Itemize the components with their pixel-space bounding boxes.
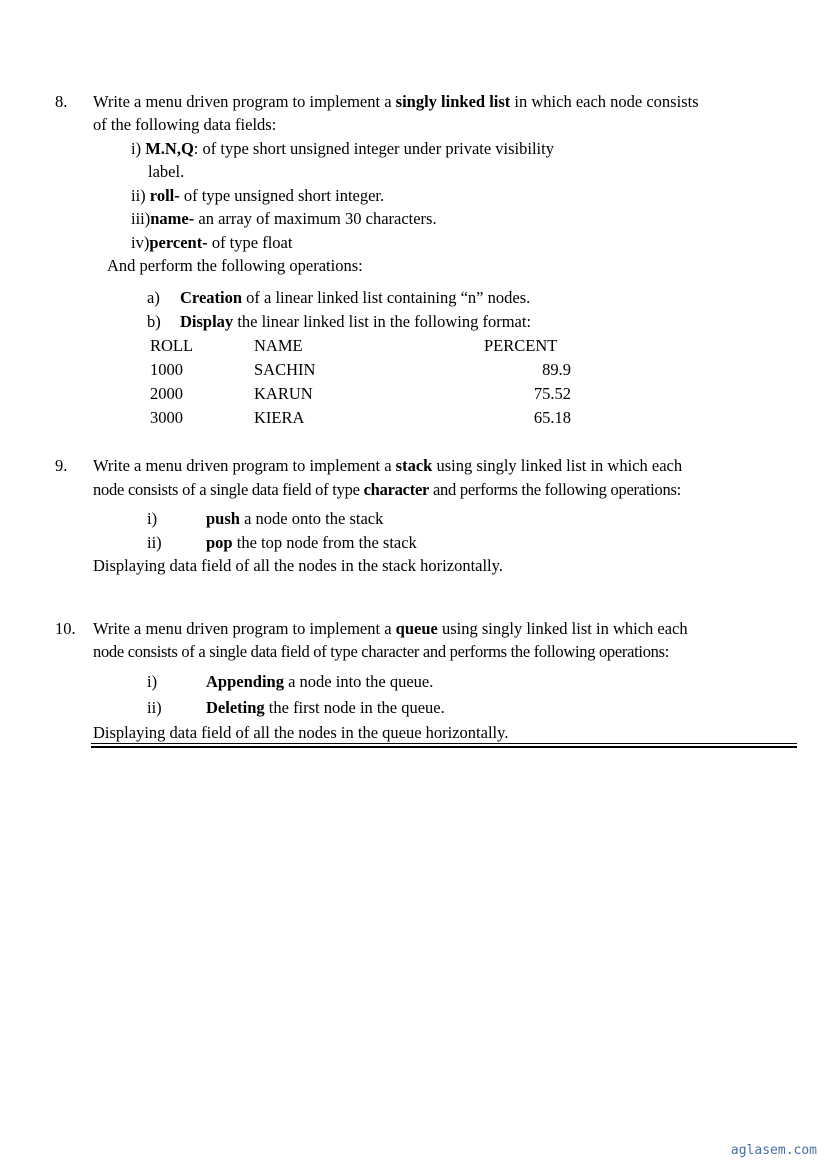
operation-item <box>206 531 417 554</box>
bold-term: Appending <box>206 672 284 691</box>
text: in which each node consists <box>510 92 699 111</box>
field-item <box>131 184 384 207</box>
table-cell: SACHIN <box>254 360 316 379</box>
question-number: 8. <box>55 92 68 111</box>
question-number: 9. <box>55 456 68 475</box>
bold-term: pop <box>206 533 233 552</box>
list-marker: i) <box>147 672 158 691</box>
closing-line: Displaying data field of all the nodes in the queue horizontally. <box>93 723 509 742</box>
question-line: node consists of a single data field of type character and performs the following operations: <box>93 642 669 661</box>
bold-term: Creation <box>180 288 243 307</box>
bold-term: character <box>363 480 430 499</box>
operation-item <box>180 310 531 333</box>
bold-term: Display <box>180 312 234 331</box>
operation-item <box>206 696 445 719</box>
text: the first node in the queue. <box>264 698 445 717</box>
bold-term: name- <box>150 209 195 228</box>
end-rule <box>91 746 797 748</box>
table-cell: 89.9 <box>542 360 571 379</box>
table-cell: KARUN <box>254 384 313 403</box>
question-line <box>93 454 682 477</box>
list-marker: i) <box>131 139 142 158</box>
bold-term: push <box>206 509 240 528</box>
question-line <box>93 90 699 113</box>
list-marker: ii) <box>131 186 146 205</box>
perform-line: And perform the following operations: <box>107 256 363 275</box>
bold-term: roll- <box>149 186 180 205</box>
text: the top node from the stack <box>232 533 417 552</box>
text: Write a menu driven program to implement a <box>93 619 396 638</box>
table-cell: 1000 <box>150 360 183 379</box>
bold-term: queue <box>395 619 438 638</box>
question-line <box>93 617 688 640</box>
list-marker: ii) <box>147 698 162 717</box>
list-marker: i) <box>147 509 158 528</box>
text: an array of maximum 30 characters. <box>194 209 437 228</box>
question-line <box>93 478 681 501</box>
list-marker: iv) <box>131 233 150 252</box>
table-cell: 75.52 <box>533 384 571 403</box>
table-header: PERCENT <box>484 336 558 355</box>
table-cell: KIERA <box>254 408 305 427</box>
text: Write a menu driven program to implement a <box>93 92 396 111</box>
table-cell: 65.18 <box>533 408 571 427</box>
bold-term: stack <box>395 456 433 475</box>
question-line: of the following data fields: <box>93 115 277 134</box>
end-rule <box>91 743 797 744</box>
list-marker: ii) <box>147 533 162 552</box>
text: : of type short unsigned integer under private visibility <box>193 139 554 158</box>
bold-term: percent- <box>149 233 208 252</box>
field-item <box>131 137 554 160</box>
operation-item <box>180 286 530 309</box>
text: Write a menu driven program to implement a <box>93 456 396 475</box>
bold-term: singly linked list <box>395 92 511 111</box>
question-number: 10. <box>55 619 76 638</box>
field-item <box>131 207 437 230</box>
closing-line: Displaying data field of all the nodes in the stack horizontally. <box>93 556 503 575</box>
field-item-continuation: label. <box>148 162 185 181</box>
text: a node into the queue. <box>283 672 434 691</box>
text: and performs the following operations: <box>429 480 682 499</box>
list-marker: b) <box>147 312 161 331</box>
table-cell: 3000 <box>150 408 183 427</box>
operation-item <box>206 670 433 693</box>
list-marker: iii) <box>131 209 151 228</box>
list-marker: a) <box>147 288 160 307</box>
table-header: ROLL <box>150 336 194 355</box>
table-header: NAME <box>254 336 303 355</box>
watermark-link[interactable]: aglasem.com <box>730 1143 817 1158</box>
text: a node onto the stack <box>239 509 384 528</box>
operation-item <box>206 507 383 530</box>
text: of a linear linked list containing “n” nodes. <box>242 288 531 307</box>
text: of type unsigned short integer. <box>179 186 385 205</box>
text: node consists of a single data field of type <box>93 480 364 499</box>
text: using singly linked list in which each <box>437 619 688 638</box>
bold-term: M.N,Q <box>145 139 194 158</box>
table-cell: 2000 <box>150 384 183 403</box>
bold-term: Deleting <box>206 698 265 717</box>
text: the linear linked list in the following format: <box>233 312 532 331</box>
field-item <box>131 231 292 254</box>
text: of type float <box>207 233 293 252</box>
text: using singly linked list in which each <box>432 456 683 475</box>
